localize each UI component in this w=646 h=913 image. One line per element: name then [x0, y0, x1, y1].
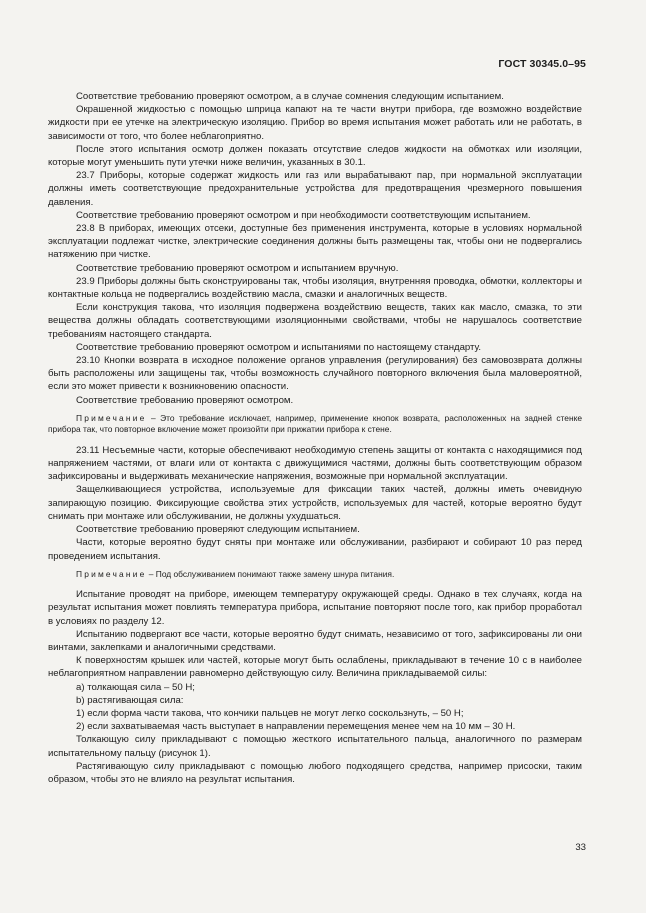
- paragraph: 23.8 В приборах, имеющих отсеки, доступные без применения инструмента, которые в условиях нормальной эксплуатации подлежат чистке, электрические соединения должны быть размещены так, чтобы они не подвергались натяжению при чистке.: [48, 223, 582, 261]
- paragraph: Соответствие требованию проверяют осмотром и испытаниями по настоящему стандарту.: [76, 341, 482, 353]
- paragraph: Соответствие требованию проверяют осмотром и при необходимости соответствующим испытанием.: [76, 209, 531, 221]
- paragraph: Испытание проводят на приборе, имеющем температуру окружающей среды. Однако в тех случаях, когда на результат испытания может повлиять температура прибора, испытание повторяют после того, как прибор проработал в условиях по разделу 12.: [48, 589, 582, 627]
- paragraph: Защелкивающиеся устройства, используемые для фиксации таких частей, должны иметь очевидную запирающую позицию. Фиксирующие свойства этих устройств, используемых для частей, которые вероятно будут снимать при монтаже или обслуживании, не должны ухудшаться.: [48, 484, 582, 522]
- paragraph: 23.7 Приборы, которые содержат жидкость или газ или вырабатывают пар, при нормальной эксплуатации должны иметь соответствующие предохранительные устройства для предотвращения чрезмерного повышения давления.: [48, 170, 582, 208]
- paragraph: К поверхностям крышек или частей, которые могут быть ослаблены, прикладывают в течение 10 с в наиболее неблагоприятном направлении равномерно действующую силу. Величина прикладываемой силы:: [48, 655, 582, 680]
- paragraph: 23.9 Приборы должны быть сконструированы так, чтобы изоляция, внутренняя проводка, обмотки, коллекторы и контактные кольца не подвергались воздействию масла, смазки и аналогичных веществ.: [48, 275, 582, 301]
- note-text: – Под обслуживанием понимают также замену шнура питания.: [146, 568, 395, 579]
- paragraph: Растягивающую силу прикладывают с помощью любого подходящего средства, например присоски, таким образом, чтобы это не влияло на результат испытания.: [48, 760, 582, 786]
- paragraph: Испытанию подвергают все части, которые вероятно будут снимать, независимо от того, зафиксированы ли они винтами, заклепками и аналогичными средствами.: [48, 628, 582, 654]
- list-item: b) растягивающая сила:: [76, 694, 184, 706]
- paragraph: 23.11 Несъемные части, которые обеспечивают необходимую степень защиты от контакта с находящимися под напряжением частями, от влаги или от контакта с движущимися частями, должны быть соответствующим образом зафиксированы и выдерживать механические напряжения, возможные при нормальной эксплуатации.: [48, 444, 582, 483]
- paragraph: Соответствие требованию проверяют осмотром.: [76, 394, 294, 406]
- note-label: Примечание: [76, 568, 147, 579]
- note: [48, 569, 582, 581]
- paragraph: Соответствие требованию проверяют осмотром и испытанием вручную.: [76, 262, 399, 274]
- paragraph: После этого испытания осмотр должен показать отсутствие следов жидкости на обмотках или изоляции, которые могут уменьшить пути утечки ниже величин, указанных в 30.1.: [48, 143, 582, 169]
- paragraph: Соответствие требованию проверяют следующим испытанием.: [76, 524, 360, 536]
- document-body: [48, 90, 582, 786]
- page-number: 33: [575, 842, 586, 853]
- note-label: Примечание: [76, 412, 147, 423]
- paragraph: Толкающую силу прикладывают с помощью жесткого испытательного пальца, аналогичного по размерам испытательному пальцу (рисунок 1).: [48, 734, 582, 759]
- note-text: – Это требование исключает, например, применение кнопок возврата, расположенных на задней стенке прибора так, что повторное включение может произойти при прижатии прибора к стене.: [48, 412, 582, 435]
- paragraph: Соответствие требованию проверяют осмотром, а в случае сомнения следующим испытанием.: [76, 91, 504, 102]
- paragraph: Части, которые вероятно будут сняты при монтаже или обслуживании, разбирают и собирают 10 раз перед проведением испытания.: [48, 537, 582, 562]
- note: [48, 413, 582, 436]
- list-item: a) толкающая сила – 50 Н;: [76, 681, 195, 693]
- paragraph: 23.10 Кнопки возврата в исходное положение органов управления (регулирования) без самовозврата должны быть расположены или защищены так, чтобы возможность случайного повторного включения была маловероятной, если это может привести к возникновению опасности.: [48, 355, 582, 393]
- standard-code: ГОСТ 30345.0–95: [498, 58, 586, 70]
- list-item: 2) если захватываемая часть выступает в направлении перемещения менее чем на 10 мм – 30 Н.: [76, 721, 516, 733]
- paragraph: Если конструкция такова, что изоляция подвержена воздействию веществ, таких как масло, смазка, то эти вещества должны обладать соответствующими изоляционными свойствами, чтобы не нарушалось соответствие требованиям настоящего стандарта.: [48, 302, 582, 340]
- list-item: 1) если форма части такова, что кончики пальцев не могут легко соскользнуть, – 50 Н;: [76, 708, 464, 720]
- paragraph: Окрашенной жидкостью с помощью шприца капают на те части внутри прибора, где возможно воздействие жидкости при ее утечке на электрическую изоляцию. Прибор во время испытания может работать или не работать, в зависимости от того, что более неблагоприятно.: [48, 104, 582, 142]
